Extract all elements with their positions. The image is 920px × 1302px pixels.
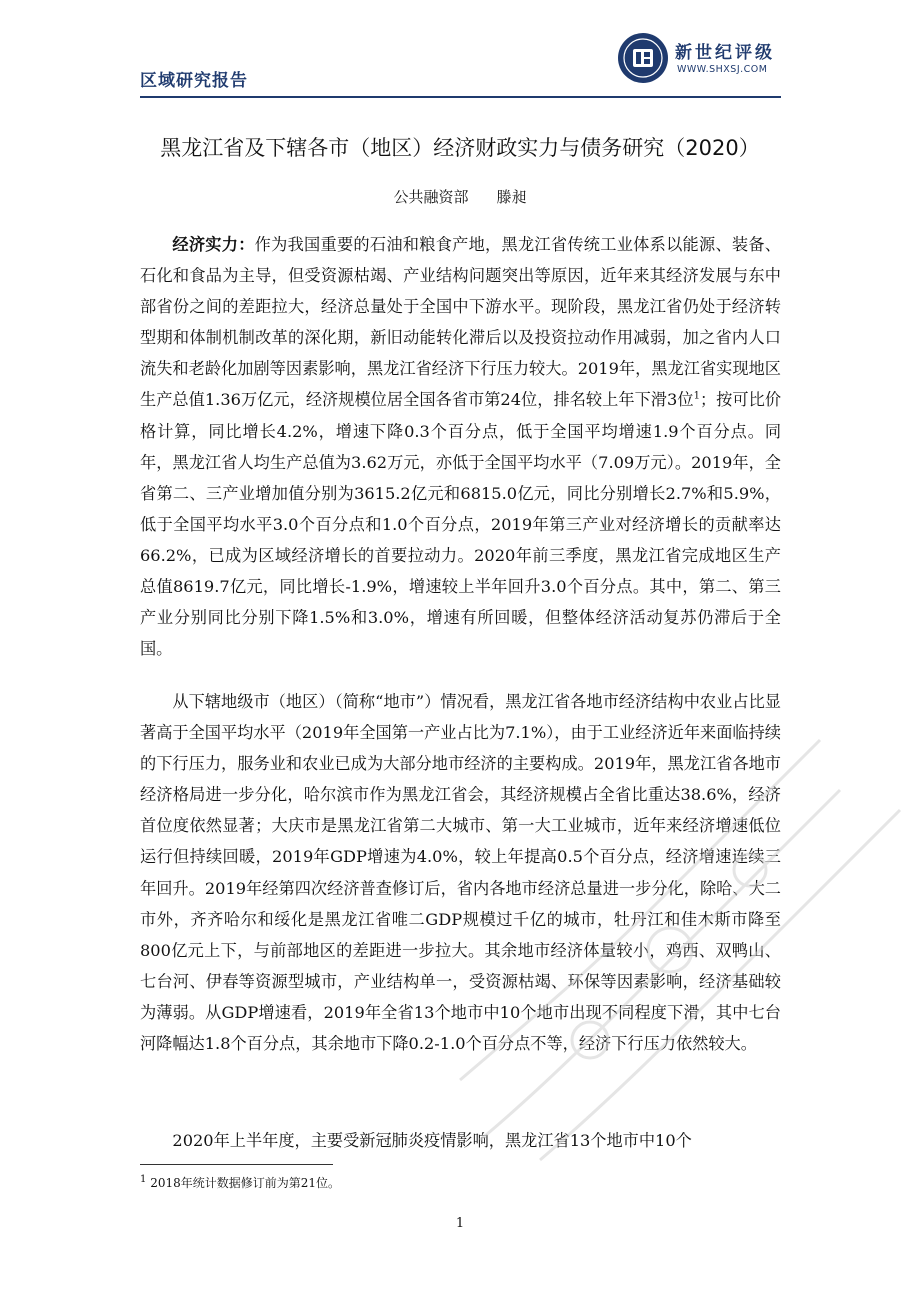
paragraph-text-part-2: ；按可比价格计算，同比增长4.2%，增速下降0.3个百分点，低于全国平均增速1.9个百分点。同年，黑龙江省人均生产总值为3.62万元，亦低于全国平均水平（7.09万元）。2019年，全省第二、三产业增加值分别为3615.2亿元和6815.0亿元，同比分别增长2.7%和5.9%，低于全国平均水平3.0个百分点和1.0个百分点，2019年第三产业对经济增长的贡献率达66.2%，已成为区域经济增长的首要拉动力。2020年前三季度，黑龙江省完成地区生产总值8619.7亿元，同比增长-1.9%，增速较上半年回升3.0个百分点。其中，第二、第三产业分别同比分别下降1.5%和3.0%，增速有所回暖，但整体经济活动复苏仍滞后于全国。: [140, 390, 782, 659]
footnote-divider: [140, 1164, 333, 1165]
paragraph-text-part-1: 作为我国重要的石油和粮食产地，黑龙江省传统工业体系以能源、装备、石化和食品为主导，但受资源枯竭、产业结构问题突出等原因，近年来其经济发展与东中部省份之间的差距拉大，经济总量处于全国中下游水平。现阶段，黑龙江省仍处于经济转型期和体制机制改革的深化期，新旧动能转化滞后以及投资拉动作用减弱，加之省内人口流失和老龄化加剧等因素影响，黑龙江省经济下行压力较大。2019年，黑龙江省实现地区生产总值1.36万亿元，经济规模位居全国各省市第24位，排名较上年下滑3位: [140, 235, 781, 410]
footnote-reference[interactable]: 1: [693, 391, 700, 403]
brand-seal-icon: [617, 32, 669, 84]
author-line: [0, 186, 920, 207]
brand-name: 新世纪评级: [675, 43, 775, 63]
paragraph-lead-label: 经济实力：: [172, 235, 255, 254]
footnote-text: 2018年统计数据修订前为第21位。: [150, 1176, 341, 1190]
author-name: 滕昶: [496, 188, 527, 206]
header-divider: [140, 96, 781, 98]
paragraph-economic-strength: [140, 229, 781, 664]
footnote-mark: 1: [140, 1174, 147, 1185]
document-title: 黑龙江省及下辖各市（地区）经济财政实力与债务研究（2020）: [160, 136, 760, 160]
report-section-label: 区域研究报告: [140, 71, 248, 91]
brand-url: WWW.SHXSJ.COM: [677, 64, 768, 75]
page-number: 1: [455, 1216, 465, 1231]
footnote: [140, 1174, 340, 1191]
paragraph-city-overview: 从下辖地级市（地区）（简称“地市”）情况看，黑龙江省各地市经济结构中农业占比显著高于全国平均水平（2019年全国第一产业占比为7.1%），由于工业经济近年来面临持续的下行压力，服务业和农业已成为大部分地市经济的主要构成。2019年，黑龙江省各地市经济格局进一步分化，哈尔滨市作为黑龙江省会，其经济规模占全省比重达38.6%，经济首位度依然显著；大庆市是黑龙江省第二大城市、第一大工业城市，近年来经济增速低位运行但持续回暖，2019年GDP增速为4.0%，较上年提高0.5个百分点，经济增速连续三年回升。2019年经第四次经济普查修订后，省内各地市经济总量进一步分化，除哈、大二市外，齐齐哈尔和绥化是黑龙江省唯二GDP规模过千亿的城市，牡丹江和佳木斯市降至800亿元上下，与前部地区的差距进一步拉大。其余地市经济体量较小，鸡西、双鸭山、七台河、伊春等资源型城市，产业结构单一，受资源枯竭、环保等因素影响，经济基础较为薄弱。从GDP增速看，2019年全省13个地市中10个地市出现不同程度下滑，其中七台河降幅达1.8个百分点，其余地市下降0.2-1.0个百分点不等，经济下行压力依然较大。: [140, 692, 781, 1054]
paragraph-2020-h1: 2020年上半年度，主要受新冠肺炎疫情影响，黑龙江省13个地市中10个: [172, 1131, 692, 1150]
department-name: 公共融资部: [393, 188, 469, 206]
brand-logo: [617, 32, 787, 88]
